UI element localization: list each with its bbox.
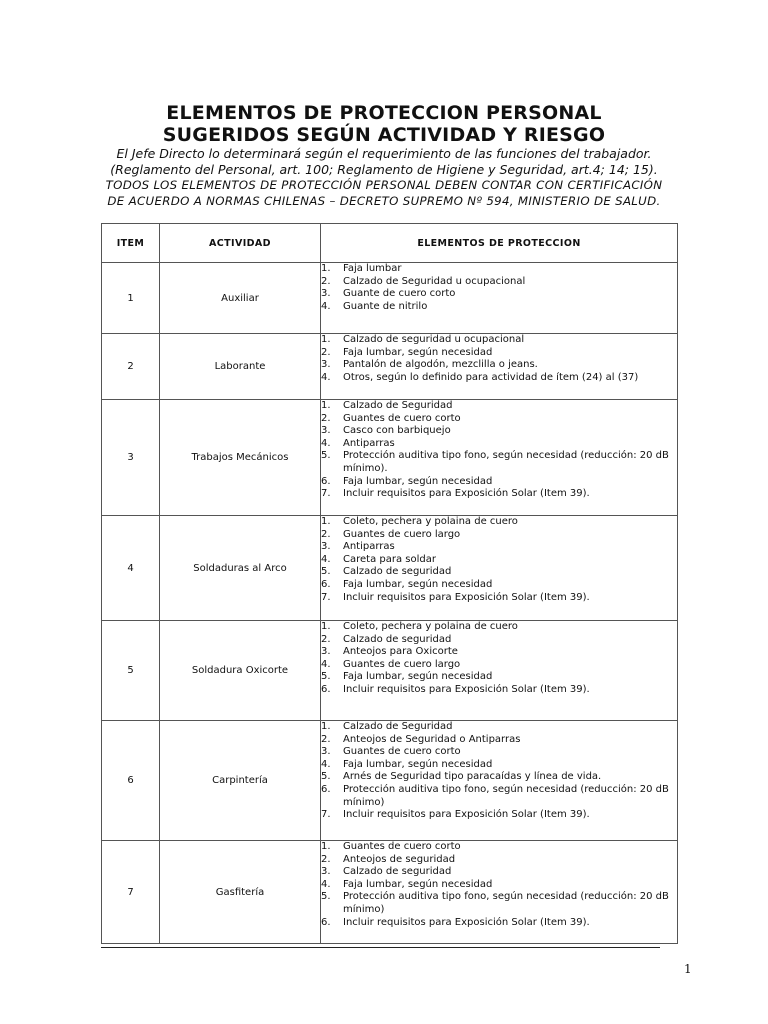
- activity-name: Soldadura Oxicorte: [160, 621, 321, 721]
- list-item-number: 1.: [321, 621, 331, 632]
- list-item-number: 4.: [321, 437, 331, 449]
- list-item-text: Incluir requisitos para Exposición Solar (Item 39).: [343, 916, 590, 928]
- protection-elements-list: [321, 516, 677, 604]
- list-item-number: 3.: [321, 541, 331, 553]
- list-item-number: 3.: [321, 425, 331, 437]
- page-number: 1: [684, 962, 692, 976]
- list-item-number: 4.: [321, 878, 331, 890]
- list-item-number: 4.: [321, 758, 331, 770]
- item-number: 5: [102, 621, 160, 721]
- list-item-text: Faja lumbar, según necesidad: [343, 346, 493, 358]
- list-item-text: Guantes de cuero largo: [343, 658, 461, 670]
- list-item: [321, 263, 677, 276]
- column-header-activity: ACTIVIDAD: [160, 224, 321, 263]
- list-item-text: Faja lumbar, según necesidad: [343, 475, 493, 487]
- list-item: [321, 347, 677, 360]
- list-item: [321, 476, 677, 489]
- list-item: [321, 541, 677, 554]
- footer-divider: [101, 947, 660, 948]
- list-item-text: Faja lumbar, según necesidad: [343, 878, 493, 890]
- list-item-text: Faja lumbar, según necesidad: [343, 671, 493, 683]
- list-item-text: Calzado de seguridad: [343, 866, 452, 878]
- list-item-number: 1.: [321, 334, 331, 345]
- list-item: [321, 288, 677, 301]
- list-item-text: Calzado de Seguridad: [343, 400, 453, 411]
- list-item-text: Calzado de Seguridad: [343, 721, 453, 732]
- list-item: [321, 516, 677, 529]
- list-item-number: 2.: [321, 528, 331, 540]
- table-body: [102, 263, 678, 944]
- list-item: [321, 771, 677, 784]
- list-item: [321, 879, 677, 892]
- list-item: [321, 425, 677, 438]
- list-item-number: 5.: [321, 671, 331, 683]
- list-item: [321, 276, 677, 289]
- activity-name: Soldaduras al Arco: [160, 516, 321, 621]
- list-item: [321, 784, 677, 809]
- list-item-number: 1.: [321, 721, 331, 732]
- list-item: [321, 866, 677, 879]
- table-row: [102, 263, 678, 334]
- item-number: 7: [102, 841, 160, 944]
- protection-elements-list: [321, 721, 677, 822]
- column-header-item: ITEM: [102, 224, 160, 263]
- table-row: [102, 400, 678, 516]
- list-item: [321, 413, 677, 426]
- list-item: [321, 809, 677, 822]
- activity-name: Gasfitería: [160, 841, 321, 944]
- table-row: [102, 721, 678, 841]
- activity-name: Carpintería: [160, 721, 321, 841]
- protection-elements-cell: [321, 721, 678, 841]
- protection-elements-list: [321, 621, 677, 697]
- list-item-number: 3.: [321, 359, 331, 371]
- list-item-number: 1.: [321, 516, 331, 527]
- list-item-text: Faja lumbar, según necesidad: [343, 578, 493, 590]
- activity-name: Trabajos Mecánicos: [160, 400, 321, 516]
- list-item-number: 5.: [321, 891, 331, 903]
- list-item-text: Protección auditiva tipo fono, según necesidad (reducción: 20 dB mínimo): [343, 783, 669, 808]
- list-item-text: Guantes de cuero corto: [343, 841, 461, 852]
- list-item-text: Arnés de Seguridad tipo paracaídas y línea de vida.: [343, 771, 602, 783]
- list-item: [321, 334, 677, 347]
- list-item: [321, 438, 677, 451]
- list-item: [321, 400, 677, 413]
- protection-elements-cell: [321, 621, 678, 721]
- list-item-text: Guante de cuero corto: [343, 288, 456, 300]
- item-number: 4: [102, 516, 160, 621]
- list-item-text: Guante de nitrilo: [343, 300, 428, 312]
- document-title-line-1: ELEMENTOS DE PROTECCION PERSONAL: [166, 102, 602, 124]
- protection-elements-cell: [321, 516, 678, 621]
- list-item: [321, 759, 677, 772]
- list-item-number: 4.: [321, 300, 331, 312]
- list-item-text: Calzado de seguridad: [343, 633, 452, 645]
- list-item-text: Incluir requisitos para Exposición Solar (Item 39).: [343, 683, 590, 695]
- list-item: [321, 359, 677, 372]
- item-number: 6: [102, 721, 160, 841]
- table-row: [102, 334, 678, 400]
- list-item-number: 5.: [321, 450, 331, 462]
- protection-elements-list: [321, 334, 677, 384]
- list-item-number: 7.: [321, 809, 331, 821]
- list-item-text: Incluir requisitos para Exposición Solar (Item 39).: [343, 591, 590, 603]
- activity-name: Auxiliar: [160, 263, 321, 334]
- list-item: [321, 671, 677, 684]
- list-item-number: 5.: [321, 771, 331, 783]
- list-item-number: 1.: [321, 841, 331, 852]
- protection-elements-list: [321, 263, 677, 313]
- list-item-text: Coleto, pechera y polaina de cuero: [343, 516, 518, 527]
- list-item: [321, 372, 677, 385]
- list-item-number: 4.: [321, 371, 331, 383]
- subtitle-line-2: (Reglamento del Personal, art. 100; Reglamento de Higiene y Seguridad, art.4; 14; 15).: [110, 162, 658, 177]
- list-item-number: 1.: [321, 400, 331, 411]
- list-item: [321, 917, 677, 930]
- list-item: [321, 841, 677, 854]
- column-header-elements: ELEMENTOS DE PROTECCION: [321, 224, 678, 263]
- list-item-number: 6.: [321, 475, 331, 487]
- list-item: [321, 566, 677, 579]
- list-item-number: 3.: [321, 288, 331, 300]
- certification-note-line-1: TODOS LOS ELEMENTOS DE PROTECCIÓN PERSONAL DEBEN CONTAR CON CERTIFICACIÓN: [105, 178, 663, 192]
- list-item-number: 2.: [321, 412, 331, 424]
- list-item: [321, 721, 677, 734]
- list-item: [321, 684, 677, 697]
- list-item-number: 6.: [321, 916, 331, 928]
- list-item-number: 6.: [321, 783, 331, 795]
- list-item-text: Antiparras: [343, 437, 395, 449]
- list-item-text: Coleto, pechera y polaina de cuero: [343, 621, 518, 632]
- list-item: [321, 592, 677, 605]
- list-item-text: Calzado de seguridad: [343, 566, 452, 578]
- protection-elements-cell: [321, 841, 678, 944]
- list-item: [321, 621, 677, 634]
- subtitle-line-1: El Jefe Directo lo determinará según el requerimiento de las funciones del trabajador.: [116, 146, 652, 161]
- list-item: [321, 529, 677, 542]
- list-item-text: Protección auditiva tipo fono, según necesidad (reducción: 20 dB mínimo): [343, 891, 669, 915]
- table-header: [102, 224, 678, 263]
- list-item-text: Calzado de Seguridad u ocupacional: [343, 275, 526, 287]
- list-item: [321, 646, 677, 659]
- list-item-text: Anteojos de seguridad: [343, 853, 456, 865]
- list-item-number: 4.: [321, 553, 331, 565]
- list-item-text: Antiparras: [343, 541, 395, 553]
- list-item-text: Incluir requisitos para Exposición Solar (Item 39).: [343, 809, 590, 821]
- list-item: [321, 854, 677, 867]
- document-title-line-2: SUGERIDOS SEGÚN ACTIVIDAD Y RIESGO: [162, 124, 606, 146]
- list-item: [321, 634, 677, 647]
- list-item-number: 6.: [321, 683, 331, 695]
- list-item-text: Otros, según lo definido para actividad de ítem (24) al (37): [343, 371, 639, 383]
- list-item-text: Faja lumbar: [343, 263, 402, 274]
- certification-note-line-2: DE ACUERDO A NORMAS CHILENAS – DECRETO SUPREMO Nº 594, MINISTERIO DE SALUD.: [107, 194, 661, 208]
- list-item-number: 2.: [321, 733, 331, 745]
- list-item-number: 2.: [321, 633, 331, 645]
- list-item-number: 6.: [321, 578, 331, 590]
- list-item: [321, 450, 677, 475]
- list-item-number: 3.: [321, 866, 331, 878]
- list-item-text: Pantalón de algodón, mezclilla o jeans.: [343, 359, 538, 371]
- table-header-row: [102, 224, 678, 263]
- list-item-text: Casco con barbiquejo: [343, 425, 451, 437]
- list-item-text: Guantes de cuero corto: [343, 746, 461, 758]
- list-item-text: Careta para soldar: [343, 553, 436, 565]
- list-item-number: 4.: [321, 658, 331, 670]
- protection-elements-list: [321, 841, 677, 929]
- list-item-text: Incluir requisitos para Exposición Solar (Item 39).: [343, 488, 590, 500]
- item-number: 1: [102, 263, 160, 334]
- protection-elements-list: [321, 400, 677, 501]
- item-number: 3: [102, 400, 160, 516]
- list-item-text: Calzado de seguridad u ocupacional: [343, 334, 525, 345]
- list-item-text: Anteojos para Oxicorte: [343, 646, 458, 658]
- list-item-text: Protección auditiva tipo fono, según necesidad (reducción: 20 dB mínimo).: [343, 450, 669, 474]
- list-item-number: 7.: [321, 591, 331, 603]
- list-item-number: 1.: [321, 263, 331, 274]
- list-item-number: 3.: [321, 646, 331, 658]
- list-item-number: 3.: [321, 746, 331, 758]
- list-item: [321, 554, 677, 567]
- item-number: 2: [102, 334, 160, 400]
- table-row: [102, 621, 678, 721]
- ppe-table: [101, 223, 678, 944]
- table-row: [102, 516, 678, 621]
- list-item: [321, 746, 677, 759]
- list-item-number: 7.: [321, 488, 331, 500]
- list-item-number: 2.: [321, 275, 331, 287]
- protection-elements-cell: [321, 263, 678, 334]
- list-item: [321, 579, 677, 592]
- protection-elements-cell: [321, 334, 678, 400]
- list-item-number: 2.: [321, 853, 331, 865]
- list-item-number: 5.: [321, 566, 331, 578]
- list-item: [321, 659, 677, 672]
- list-item-text: Faja lumbar, según necesidad: [343, 758, 493, 770]
- list-item-text: Anteojos de Seguridad o Antiparras: [343, 733, 521, 745]
- list-item: [321, 488, 677, 501]
- list-item-text: Guantes de cuero corto: [343, 412, 461, 424]
- list-item-text: Guantes de cuero largo: [343, 528, 461, 540]
- list-item: [321, 301, 677, 314]
- protection-elements-cell: [321, 400, 678, 516]
- list-item: [321, 891, 677, 916]
- list-item: [321, 734, 677, 747]
- list-item-number: 2.: [321, 346, 331, 358]
- activity-name: Laborante: [160, 334, 321, 400]
- table-row: [102, 841, 678, 944]
